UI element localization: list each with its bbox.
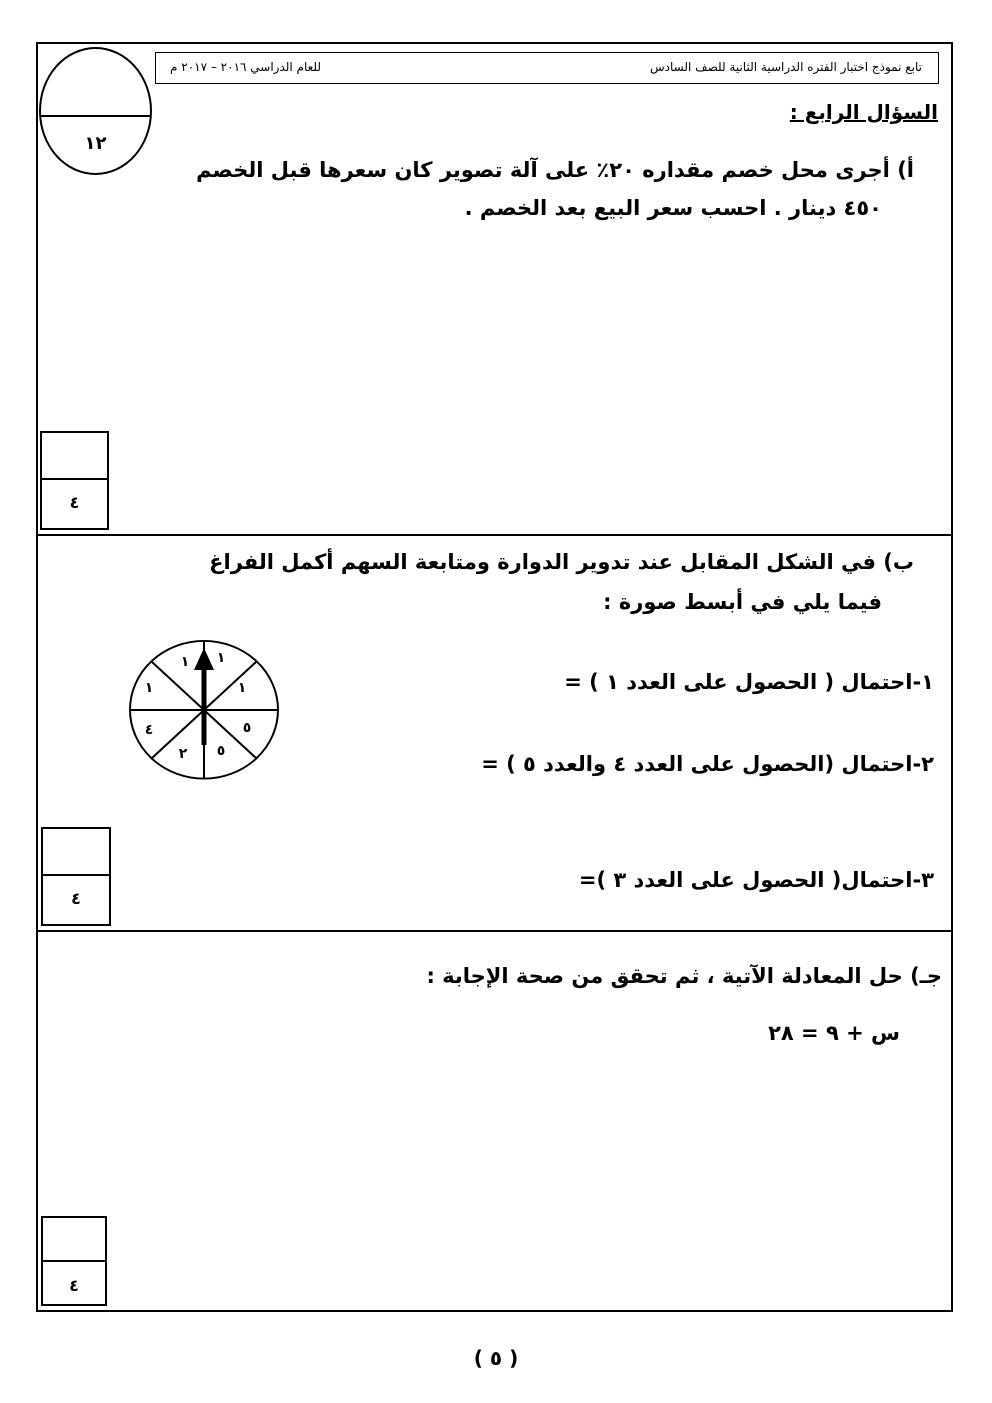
header-year: للعام الدراسي ٢٠١٦ – ٢٠١٧ م	[170, 60, 322, 74]
part-b-line2: فيما يلي في أبسط صورة :	[603, 590, 882, 614]
spinner-label-2: ١	[216, 650, 226, 666]
part-b-item-2: ٢-احتمال (الحصول على العدد ٤ والعدد ٥ ) =	[481, 752, 934, 776]
header-title: تابع نموذج اختبار الفتره الدراسية الثانية للصف السادس	[649, 60, 922, 74]
part-a-line2: ٤٥٠ دينار . احسب سعر البيع بعد الخصم .	[464, 196, 882, 220]
spinner-label-6: ٢	[178, 746, 188, 762]
part-c-line1: جـ) حل المعادلة الآتية ، ثم تحقق من صحة الإجابة :	[426, 964, 942, 988]
spinner-label-3: ١	[237, 680, 247, 696]
spinner-label-5: ٥	[216, 743, 226, 759]
page-number: ( ٥ )	[473, 1346, 519, 1370]
header-bar	[155, 52, 939, 84]
spinner-label-1: ١	[180, 654, 190, 670]
mark-a-value: ٤	[69, 493, 80, 512]
mark-box-c	[41, 1216, 107, 1306]
part-a-line1: أ) أجرى محل خصم مقداره ٢٠٪ على آلة تصوير كان سعرها قبل الخصم	[196, 158, 914, 182]
mark-box-b	[41, 827, 111, 926]
mark-b-value: ٤	[71, 889, 81, 908]
part-b-item-3: ٣-احتمال( الحصول على العدد ٣ )=	[578, 868, 934, 892]
spinner-icon	[125, 640, 283, 780]
spinner-label-8: ١	[144, 680, 154, 696]
spinner-label-7: ٤	[144, 722, 154, 738]
question-title: السؤال الرابع :	[789, 100, 938, 124]
divider-2	[38, 930, 951, 932]
score-circle	[39, 47, 152, 175]
score-total: ١٢	[84, 133, 107, 154]
part-c-equation: س + ٩ = ٢٨	[768, 1021, 900, 1045]
mark-box-a	[40, 431, 109, 530]
mark-c-value: ٤	[69, 1276, 79, 1295]
score-divider	[41, 115, 150, 117]
part-b-item-1: ١-احتمال ( الحصول على العدد ١ ) =	[564, 670, 934, 694]
spinner-label-4: ٥	[242, 720, 252, 736]
part-b-line1: ب) في الشكل المقابل عند تدوير الدوارة ومتابعة السهم أكمل الفراغ	[209, 550, 914, 574]
divider-1	[38, 534, 951, 536]
